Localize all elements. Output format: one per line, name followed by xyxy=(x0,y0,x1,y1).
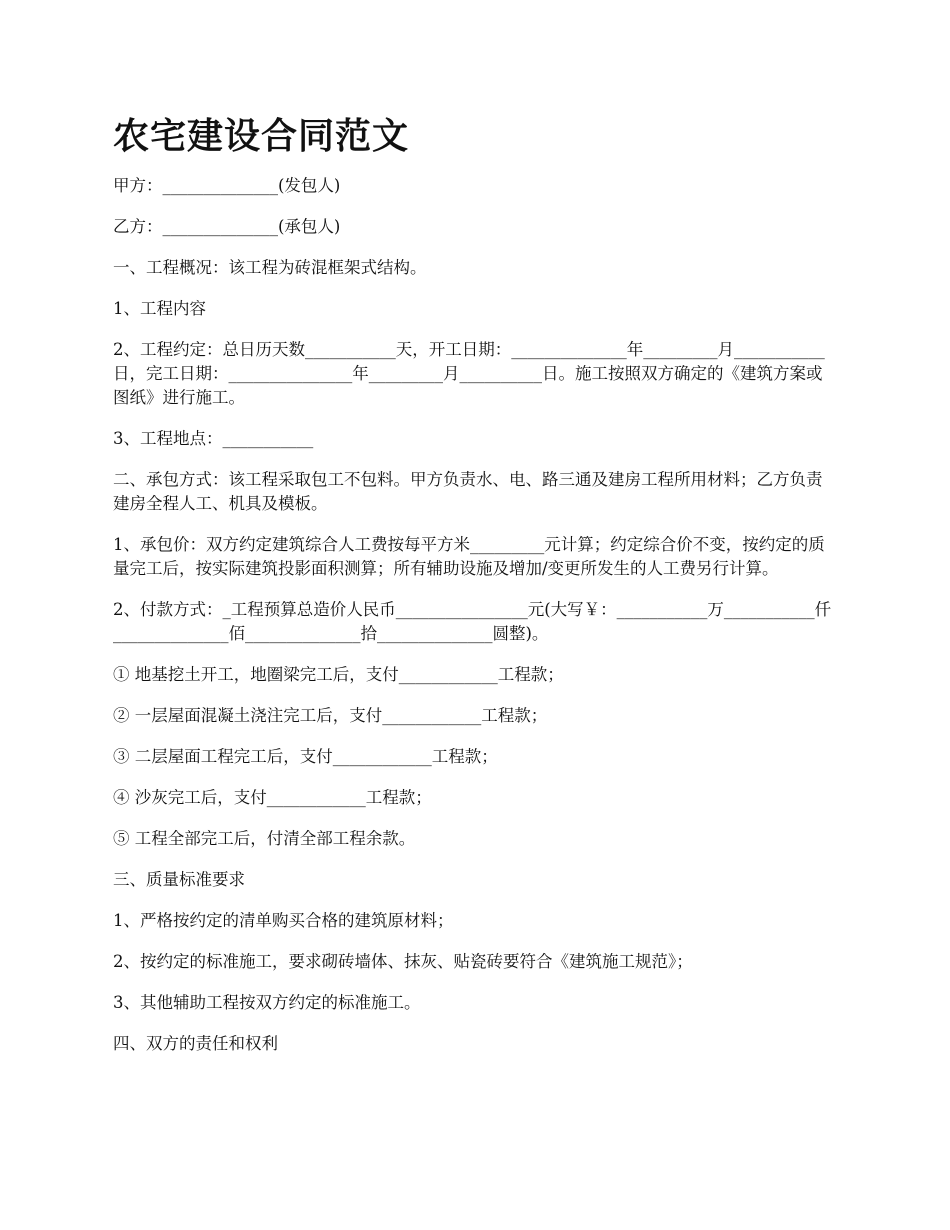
party-b-line: 乙方：______________(承包人) xyxy=(113,217,341,236)
quality-item-2: 2、按约定的标准施工，要求砌砖墙体、抹灰、贴瓷砖要符合《建筑施工规范》； xyxy=(113,952,693,971)
payment-item-4: ④ 沙灰完工后，支付____________工程款； xyxy=(113,788,432,807)
payment-item-5: ⑤ 工程全部完工后，付清全部工程余款。 xyxy=(113,829,416,848)
clause-payment-method: 2、付款方式：_工程预算总造价人民币________________元(大写￥：___________万___________仟______________佰______________拾______________圆整)。 xyxy=(113,600,832,643)
quality-item-1: 1、严格按约定的清单购买合格的建筑原材料； xyxy=(113,911,454,930)
clause-project-schedule: 2、工程约定：总日历天数___________天，开工日期：______________年_________月___________日，完工日期：_______________年_________月__________日。施工按照双方确定的《建筑方案或图纸》进行施工。 xyxy=(113,340,825,407)
quality-item-3: 3、其他辅助工程按双方约定的标准施工。 xyxy=(113,993,421,1012)
clause-project-location: 3、工程地点：___________ xyxy=(113,429,314,448)
clause-contract-price: 1、承包价：双方约定建筑综合人工费按每平方米_________元计算；约定综合价不变，按约定的质量完工后，按实际建筑投影面积测算；所有辅助设施及增加/变更所发生的人工费另行计算。 xyxy=(113,535,825,578)
section-1-heading: 一、工程概况：该工程为砖混框架式结构。 xyxy=(113,258,427,277)
party-a-line: 甲方：______________(发包人) xyxy=(113,176,341,195)
clause-project-content: 1、工程内容 xyxy=(113,299,206,318)
payment-item-3: ③ 二层屋面工程完工后，支付____________工程款； xyxy=(113,747,498,766)
section-3-heading: 三、质量标准要求 xyxy=(113,870,245,889)
document-title: 农宅建设合同范文 xyxy=(113,115,410,157)
payment-item-1: ① 地基挖土开工，地圈梁完工后，支付____________工程款； xyxy=(113,665,564,684)
section-4-heading: 四、双方的责任和权利 xyxy=(113,1034,278,1053)
payment-item-2: ② 一层屋面混凝土浇注完工后，支付____________工程款； xyxy=(113,706,548,725)
section-2-heading: 二、承包方式：该工程采取包工不包料。甲方负责水、电、路三通及建房工程所用材料；乙方负责建房全程人工、机具及模板。 xyxy=(113,470,823,513)
document-page xyxy=(113,108,838,1073)
